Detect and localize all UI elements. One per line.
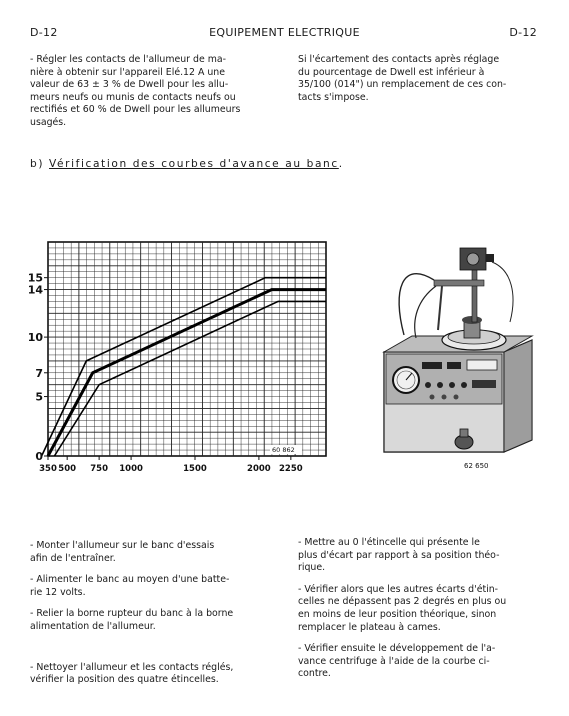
text-line: - Régler les contacts de l'allumeur de ma-: [30, 54, 226, 65]
x-tick-label: 1500: [183, 464, 207, 474]
section-title: Vérification des courbes d'avance au banc: [49, 158, 339, 170]
x-tick-label: 2250: [279, 464, 303, 474]
intro-left-paragraph: [30, 54, 292, 130]
x-tick-label: 2000: [247, 464, 271, 474]
step-line: remplacer le plateau à cames.: [298, 621, 441, 633]
step-line: rie 12 volts.: [30, 586, 86, 598]
step-item: [298, 584, 543, 634]
step-line: plus d'écart par rapport à sa position théo-: [298, 549, 500, 561]
step-item: [30, 662, 292, 687]
step-line: - Nettoyer l'allumeur et les contacts réglés,: [30, 661, 234, 673]
step-item: [298, 643, 543, 681]
text-line: tacts s'impose.: [298, 91, 369, 103]
photo-reference: 62 650: [464, 462, 489, 470]
text-line: nière à obtenir sur l'appareil Elé.12 A une: [30, 66, 226, 78]
test-bench-photo: [372, 240, 547, 470]
text-line: Si l'écartement des contacts après réglage: [298, 54, 500, 65]
step-line: vance centrifuge à l'aide de la courbe ci-: [298, 655, 490, 667]
text-line: rectifiés et 60 % de Dwell pour les allumeurs: [30, 104, 241, 116]
x-tick-label: 750: [90, 464, 109, 474]
page-number-right: D-12: [509, 26, 537, 39]
step-item: [298, 537, 543, 575]
step-line: contre.: [298, 668, 331, 680]
y-tick-label: 5: [35, 390, 43, 404]
x-tick-label: 350: [39, 464, 57, 474]
step-line: - Vérifier ensuite le développement de l'a-: [298, 643, 496, 655]
step-line: celles ne dépassent pas 2 degrés en plus ou: [298, 596, 507, 608]
y-tick-label: 0: [35, 450, 43, 463]
text-line: meurs neufs ou munis de contacts neufs ou: [30, 91, 236, 103]
step-line: vérifier la position des quatre étincelles.: [30, 674, 219, 686]
steps-left-column: [30, 540, 292, 687]
x-tick-label: 500: [58, 464, 77, 474]
section-heading: [30, 158, 344, 170]
step-line: rique.: [298, 562, 326, 574]
step-line: en moins de leur position théorique, sinon: [298, 608, 497, 620]
step-line: - Vérifier alors que les autres écarts d'étin-: [298, 583, 499, 595]
intro-right-paragraph: [298, 54, 543, 104]
text-line: valeur de 63 ± 3 % de Dwell pour les allu-: [30, 79, 229, 91]
text-line: 35/100 (014") un remplacement de ces con-: [298, 79, 507, 91]
section-prefix: b): [30, 158, 50, 170]
chart-reference-label: 60 862: [272, 446, 295, 454]
y-tick-label: 14: [27, 283, 43, 297]
page-title: EQUIPEMENT ELECTRIQUE: [209, 26, 360, 39]
section-suffix: .: [338, 158, 344, 170]
step-item: [30, 574, 292, 599]
text-line: du pourcentage de Dwell est inférieur à: [298, 66, 485, 78]
step-line: - Mettre au 0 l'étincelle qui présente le: [298, 537, 480, 548]
x-tick-label: 1000: [119, 464, 143, 474]
page-number-left: D-12: [30, 26, 58, 39]
step-item: [30, 608, 292, 633]
test-bench-illustration: [384, 248, 532, 452]
step-line: - Relier la borne rupteur du banc à la borne: [30, 608, 234, 620]
y-tick-label: 10: [27, 331, 43, 345]
step-item: [30, 540, 292, 565]
y-tick-label: 15: [27, 271, 43, 285]
step-line: afin de l'entraîner.: [30, 552, 116, 564]
step-line: - Monter l'allumeur sur le banc d'essais: [30, 540, 215, 551]
text-line: usagés.: [30, 116, 67, 128]
step-line: alimentation de l'allumeur.: [30, 620, 156, 632]
y-tick-label: 7: [35, 366, 43, 380]
advance-curve-chart: [0, 230, 340, 480]
steps-right-column: [298, 537, 543, 681]
step-line: - Alimenter le banc au moyen d'une batte-: [30, 574, 230, 586]
